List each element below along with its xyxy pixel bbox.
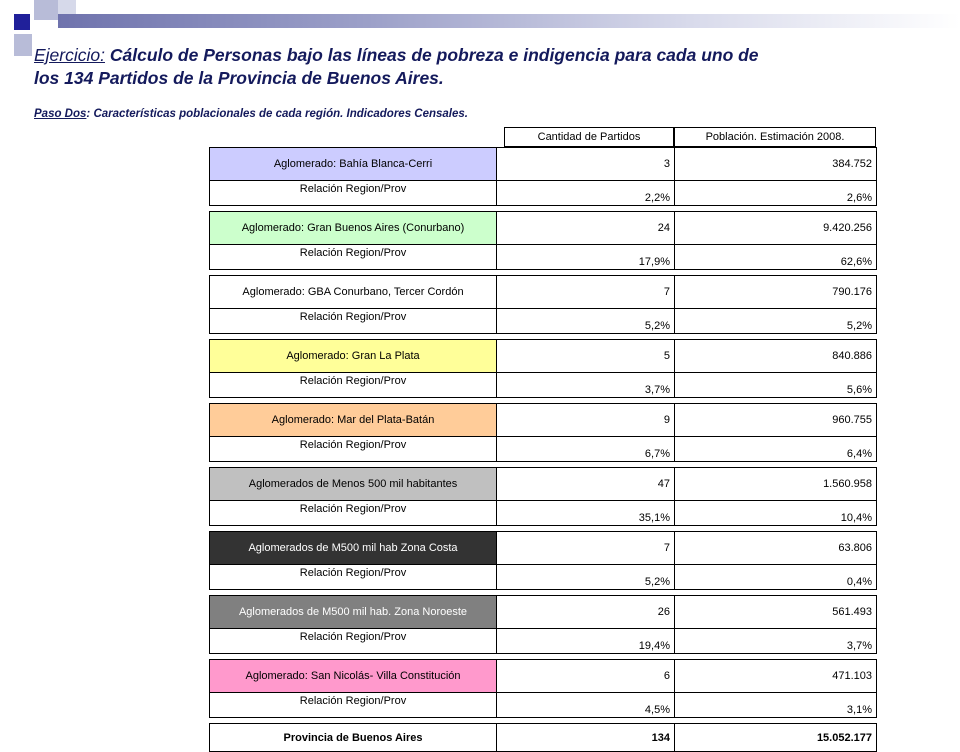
- relation-poblacion: 10,4%: [675, 501, 877, 526]
- relation-poblacion: 62,6%: [675, 245, 877, 270]
- relation-poblacion: 0,4%: [675, 565, 877, 590]
- relation-poblacion: 5,6%: [675, 373, 877, 398]
- relation-label: Relación Region/Prov: [210, 693, 497, 718]
- region-partidos: 6: [497, 660, 675, 693]
- page-subtitle: [34, 108, 934, 120]
- region-name: Aglomerados de M500 mil hab Zona Costa: [210, 532, 497, 565]
- column-header-partidos: Cantidad de Partidos: [504, 127, 674, 147]
- region-name: Aglomerados de M500 mil hab. Zona Noroeste: [210, 596, 497, 629]
- decor-square: [14, 14, 30, 30]
- relation-label: Relación Region/Prov: [210, 373, 497, 398]
- relation-partidos: 2,2%: [497, 181, 675, 206]
- region-name: Aglomerado: Gran Buenos Aires (Conurbano): [210, 212, 497, 245]
- subtitle-label: Paso Dos: [34, 108, 87, 120]
- region-poblacion: 9.420.256: [675, 212, 877, 245]
- relation-partidos: 35,1%: [497, 501, 675, 526]
- region-poblacion: 471.103: [675, 660, 877, 693]
- table-row: [210, 437, 877, 462]
- region-partidos: 9: [497, 404, 675, 437]
- relation-partidos: 19,4%: [497, 629, 675, 654]
- relation-label: Relación Region/Prov: [210, 437, 497, 462]
- table-row: [210, 309, 877, 334]
- region-poblacion: 63.806: [675, 532, 877, 565]
- table-row: [210, 276, 877, 309]
- relation-partidos: 3,7%: [497, 373, 675, 398]
- relation-poblacion: 2,6%: [675, 181, 877, 206]
- relation-label: Relación Region/Prov: [210, 181, 497, 206]
- table-row-total: [210, 724, 877, 752]
- relation-label: Relación Region/Prov: [210, 501, 497, 526]
- region-partidos: 24: [497, 212, 675, 245]
- region-partidos: 7: [497, 276, 675, 309]
- region-partidos: 3: [497, 148, 675, 181]
- region-name: Aglomerado: GBA Conurbano, Tercer Cordón: [210, 276, 497, 309]
- column-header-poblacion: Población. Estimación 2008.: [674, 127, 876, 147]
- relation-poblacion: 5,2%: [675, 309, 877, 334]
- relation-partidos: 17,9%: [497, 245, 675, 270]
- table-row: [210, 148, 877, 181]
- relation-poblacion: 3,7%: [675, 629, 877, 654]
- table-row: [210, 532, 877, 565]
- region-poblacion: 561.493: [675, 596, 877, 629]
- region-poblacion: 840.886: [675, 340, 877, 373]
- region-poblacion: 1.560.958: [675, 468, 877, 501]
- subtitle-text: : Características poblacionales de cada región. Indicadores Censales.: [86, 108, 468, 120]
- relation-partidos: 5,2%: [497, 565, 675, 590]
- table-row: [210, 404, 877, 437]
- total-partidos: 134: [497, 724, 675, 752]
- decor-square: [14, 34, 32, 56]
- header-gradient-bar: [58, 14, 960, 28]
- region-name: Aglomerados de Menos 500 mil habitantes: [210, 468, 497, 501]
- table-row: [210, 468, 877, 501]
- region-name: Aglomerado: San Nicolás- Villa Constitución: [210, 660, 497, 693]
- table-row: [210, 596, 877, 629]
- title-text-line1: Cálculo de Personas bajo las líneas de pobreza e indigencia para cada uno de: [105, 45, 759, 65]
- region-partidos: 47: [497, 468, 675, 501]
- relation-label: Relación Region/Prov: [210, 565, 497, 590]
- table-row: [210, 629, 877, 654]
- title-text-line2: los 134 Partidos de la Provincia de Buenos Aires.: [34, 68, 444, 88]
- region-partidos: 26: [497, 596, 675, 629]
- table-row: [210, 181, 877, 206]
- table-row: [210, 340, 877, 373]
- table-row: [210, 212, 877, 245]
- table-row: [210, 501, 877, 526]
- total-name: Provincia de Buenos Aires: [210, 724, 497, 752]
- regions-table: [209, 147, 877, 752]
- region-partidos: 5: [497, 340, 675, 373]
- region-partidos: 7: [497, 532, 675, 565]
- table-row: [210, 565, 877, 590]
- table-row: [210, 373, 877, 398]
- decor-square: [34, 0, 58, 20]
- title-label: Ejercicio:: [34, 45, 105, 65]
- region-poblacion: 384.752: [675, 148, 877, 181]
- region-poblacion: 960.755: [675, 404, 877, 437]
- relation-poblacion: 6,4%: [675, 437, 877, 462]
- relation-label: Relación Region/Prov: [210, 245, 497, 270]
- relation-label: Relación Region/Prov: [210, 309, 497, 334]
- region-name: Aglomerado: Mar del Plata-Batán: [210, 404, 497, 437]
- relation-partidos: 4,5%: [497, 693, 675, 718]
- relation-partidos: 6,7%: [497, 437, 675, 462]
- table-row: [210, 660, 877, 693]
- table-row: [210, 245, 877, 270]
- relation-label: Relación Region/Prov: [210, 629, 497, 654]
- region-poblacion: 790.176: [675, 276, 877, 309]
- table-row: [210, 693, 877, 718]
- region-name: Aglomerado: Bahía Blanca-Cerri: [210, 148, 497, 181]
- relation-poblacion: 3,1%: [675, 693, 877, 718]
- region-name: Aglomerado: Gran La Plata: [210, 340, 497, 373]
- total-poblacion: 15.052.177: [675, 724, 877, 752]
- relation-partidos: 5,2%: [497, 309, 675, 334]
- page-title: [34, 44, 944, 90]
